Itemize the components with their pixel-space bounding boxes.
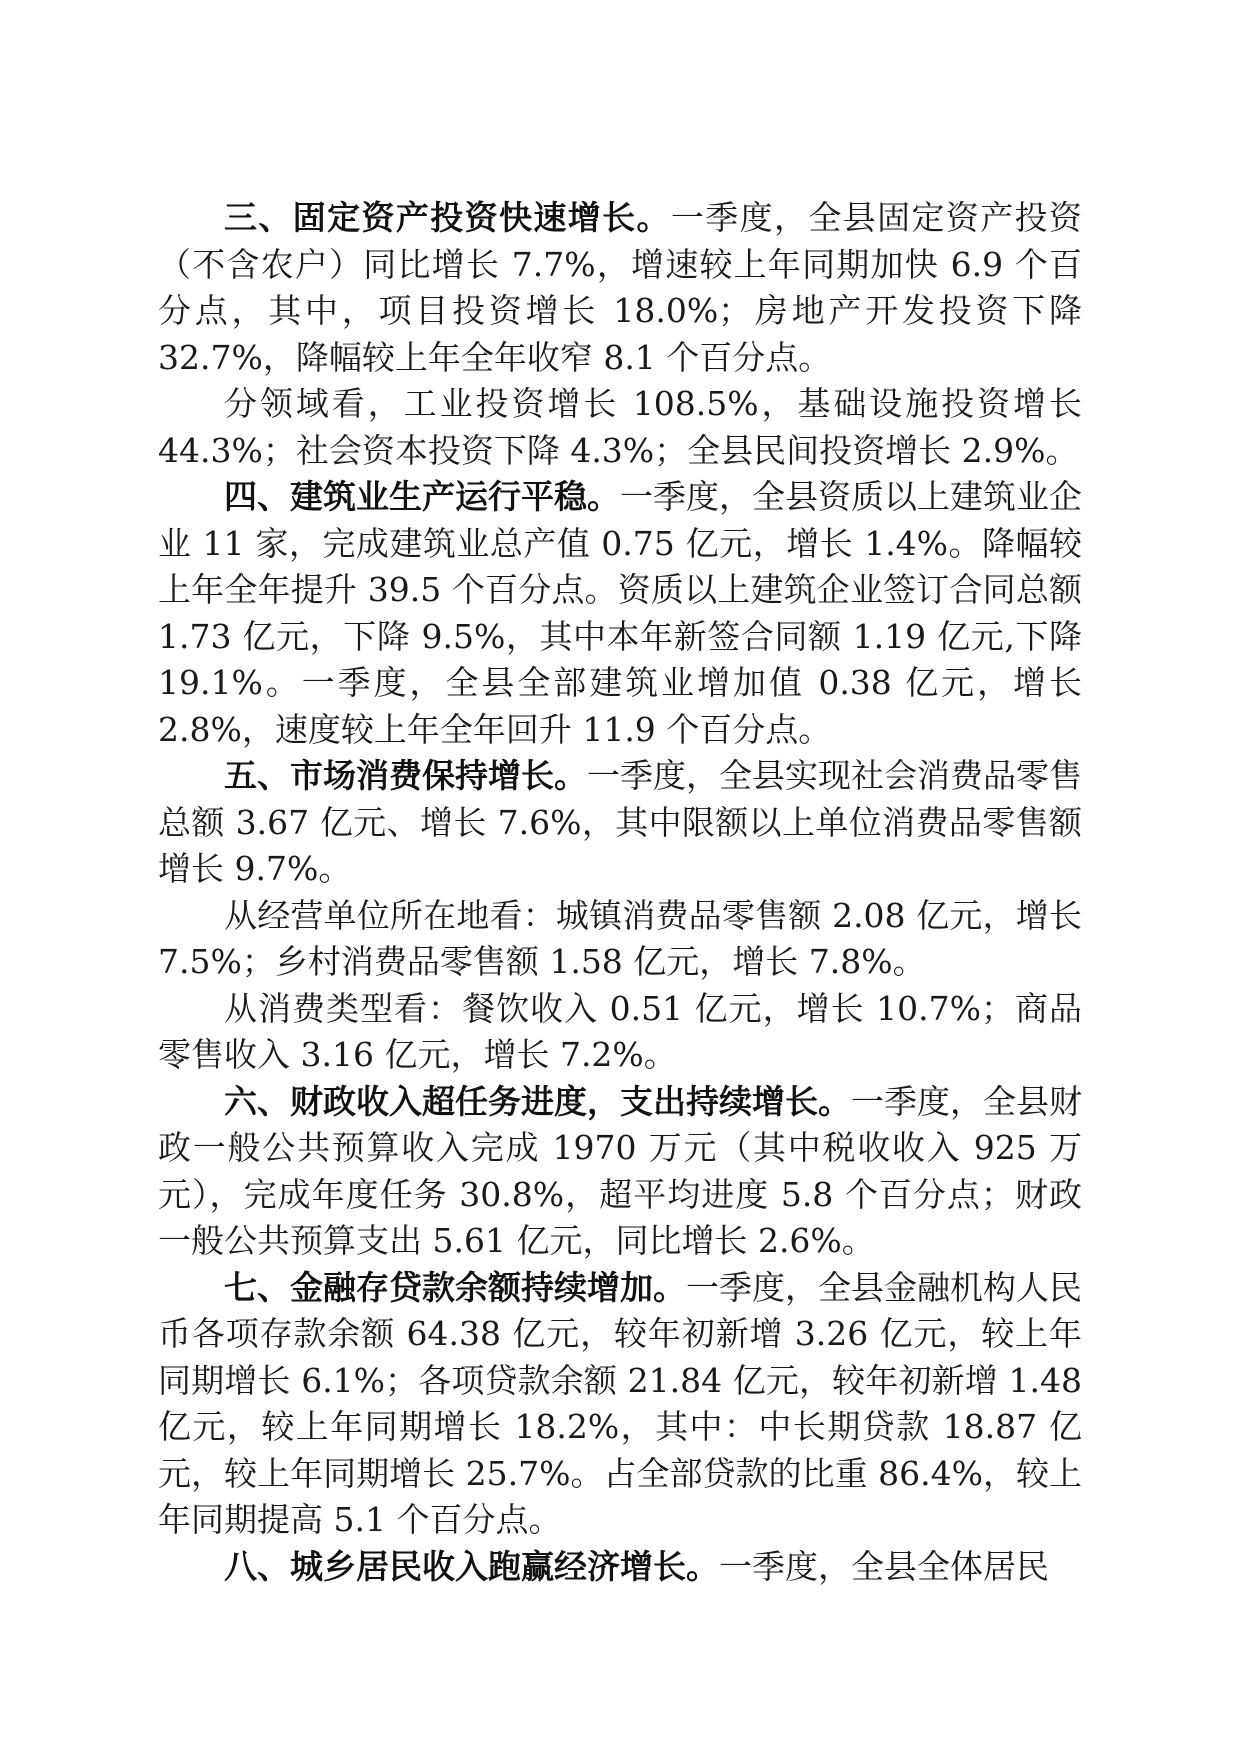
paragraph-resident-income <box>158 1544 1082 1591</box>
paragraph-investment-by-field <box>158 381 1082 474</box>
paragraph-text: 一季度，全县实现社会消费品零售总额 3.67 亿元、增长 7.6%，其中限额以上单位消费品零售额增长 9.7%。 <box>158 756 1082 888</box>
section-heading-4: 四、建筑业生产运行平稳。 <box>224 477 620 516</box>
paragraph-text: 一季度，全县全体居民 <box>719 1546 1049 1586</box>
paragraph-fixed-asset-investment <box>158 195 1082 381</box>
paragraph-consumption-by-type <box>158 986 1082 1079</box>
paragraph-construction <box>158 474 1082 753</box>
paragraph-text: 一季度，全县资质以上建筑业企业 11 家，完成建筑业总产值 0.75 亿元，增长 1.4%。降幅较上年全年提升 39.5 个百分点。资质以上建筑企业签订合同总额 1.73 亿元，下降 9.5%，其中本年新签合同额 1.19 亿元,下降 19.1%。一季度，全县全部建筑业增加值 0.38 亿元，增长 2.8%，速度较上年全年回升 11.9 个百分点。 <box>158 477 1082 749</box>
section-heading-5: 五、市场消费保持增长。 <box>224 756 587 795</box>
paragraph-fiscal <box>158 1079 1082 1265</box>
paragraph-text: 一季度，全县财政一般公共预算收入完成 1970 万元（其中税收收入 925 万元），完成年度任务 30.8%，超平均进度 5.8 个百分点；财政一般公共预算支出 5.61 亿元，同比增长 2.6%。 <box>158 1081 1082 1260</box>
section-heading-6: 六、财政收入超任务进度，支出持续增长。 <box>224 1081 851 1121</box>
section-heading-3: 三、固定资产投资快速增长。 <box>224 198 671 237</box>
paragraph-market-consumption <box>158 753 1082 893</box>
paragraph-text: 一季度，全县金融机构人民币各项存款余额 64.38 亿元，较年初新增 3.26 亿元，较上年同期增长 6.1%；各项贷款余额 21.84 亿元，较年初新增 1.48 亿元，较上年同期增长 18.2%，其中：中长期贷款 18.87 亿元，较上年同期增长 25.7%。占全部贷款的比重 86.4%，较上年同期提高 5.1 个百分点。 <box>158 1267 1082 1539</box>
paragraph-text: 分领域看，工业投资增长 108.5%，基础设施投资增长 44.3%；社会资本投资下降 4.3%；全县民间投资增长 2.9%。 <box>158 384 1082 470</box>
document-body <box>158 195 1082 1590</box>
section-heading-7: 七、金融存贷款余额持续增加。 <box>224 1267 686 1307</box>
paragraph-text: 从消费类型看：餐饮收入 0.51 亿元，增长 10.7%；商品零售收入 3.16 亿元，增长 7.2%。 <box>158 988 1082 1074</box>
paragraph-text: 一季度，全县固定资产投资（不含农户）同比增长 7.7%，增速较上年同期加快 6.9 个百分点，其中，项目投资增长 18.0%；房地产开发投资下降 32.7%，降幅较上年全年收窄 8.1 个百分点。 <box>158 198 1082 377</box>
paragraph-text: 从经营单位所在地看：城镇消费品零售额 2.08 亿元，增长 7.5%；乡村消费品零售额 1.58 亿元，增长 7.8%。 <box>158 895 1082 981</box>
paragraph-finance <box>158 1265 1082 1544</box>
paragraph-consumption-by-location <box>158 893 1082 986</box>
section-heading-8: 八、城乡居民收入跑赢经济增长。 <box>224 1546 719 1586</box>
